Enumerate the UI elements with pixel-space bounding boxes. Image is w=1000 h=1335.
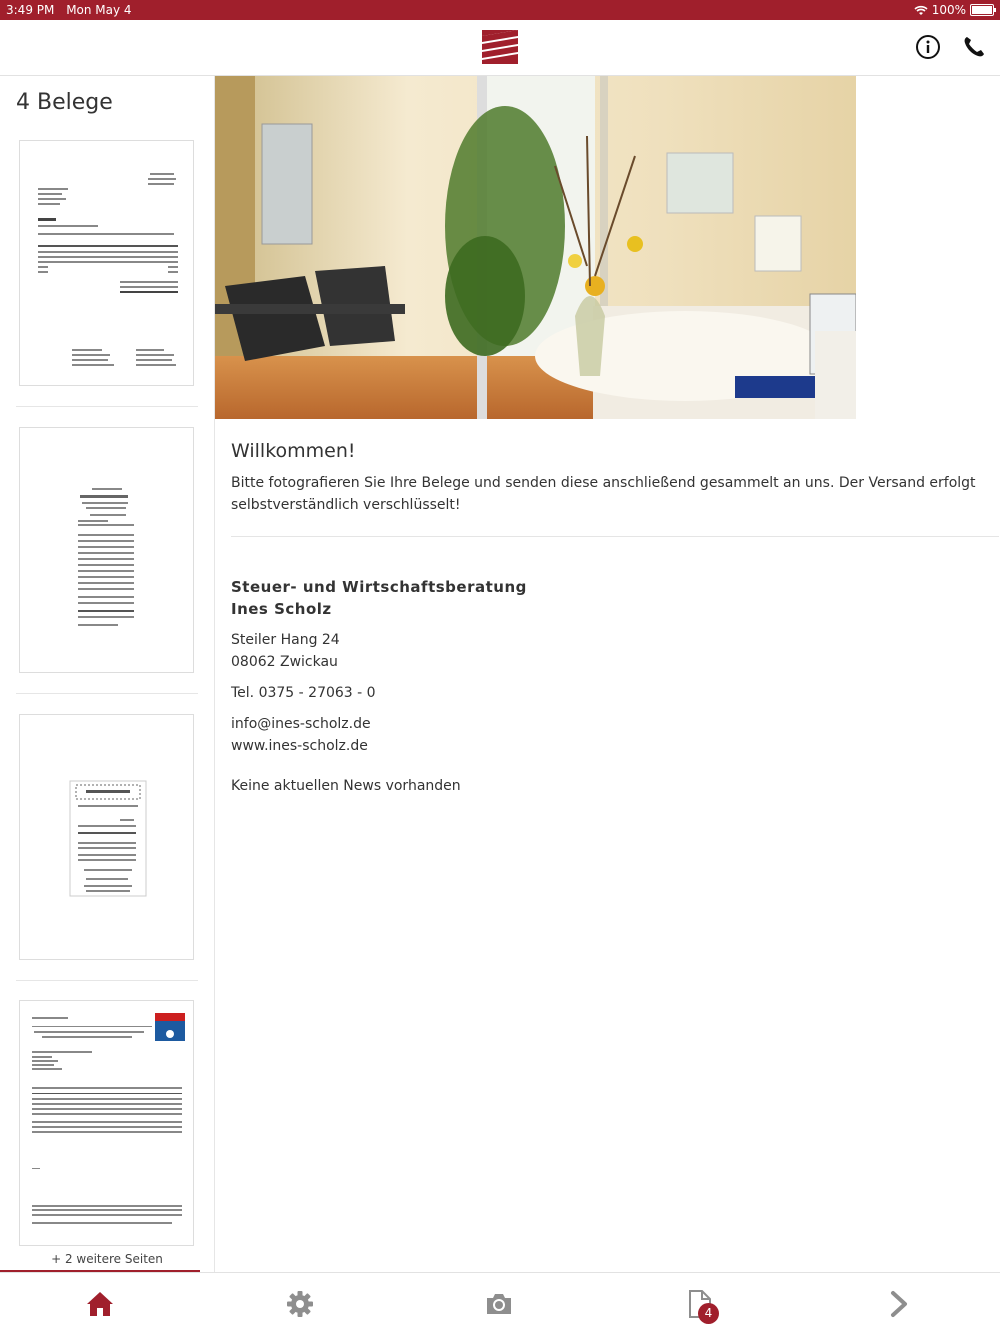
- phone-icon[interactable]: [961, 34, 987, 60]
- battery-percent: 100%: [931, 3, 966, 17]
- firm-name-line-2: Ines Scholz: [231, 600, 332, 618]
- thumbnail-separator: [16, 406, 198, 407]
- address-street: Steiler Hang 24: [231, 632, 340, 648]
- service-invoice-preview: [20, 1001, 194, 1246]
- receipt-thumbnail-1[interactable]: [19, 140, 194, 386]
- address-city: 08062 Zwickau: [231, 654, 338, 670]
- documents-count-badge: 4: [698, 1303, 719, 1324]
- receipts-count-title: 4 Belege: [16, 90, 113, 115]
- navigation-bar: [0, 20, 1000, 76]
- gas-receipt-preview: [20, 715, 194, 960]
- divider: [231, 536, 999, 537]
- receipts-sidebar: [0, 76, 215, 1272]
- restaurant-receipt-preview: [20, 428, 194, 673]
- gear-icon[interactable]: [285, 1289, 315, 1319]
- invoice-preview: [20, 141, 194, 386]
- home-icon[interactable]: [85, 1289, 115, 1319]
- tab-bar: [0, 1272, 1000, 1335]
- receipt-thumbnail-3[interactable]: [19, 714, 194, 960]
- office-photo: [215, 76, 856, 419]
- website-link[interactable]: www.ines-scholz.de: [231, 738, 368, 754]
- wifi-icon: [914, 5, 928, 16]
- phone-number[interactable]: Tel. 0375 - 27063 - 0: [231, 685, 376, 701]
- status-date: Mon May 4: [66, 3, 132, 17]
- brand-logo: [482, 30, 518, 64]
- battery-icon: [970, 4, 994, 16]
- camera-icon[interactable]: [484, 1289, 514, 1319]
- more-pages-label: + 2 weitere Seiten: [51, 1252, 163, 1266]
- intro-text: Bitte fotografieren Sie Ihre Belege und senden diese anschließend gesammelt an uns. Der Versand erfolgt selbstverständlich verschlüsselt!: [231, 475, 976, 513]
- receipt-thumbnail-4[interactable]: [19, 1000, 194, 1246]
- thumbnail-separator: [16, 693, 198, 694]
- status-time: 3:49 PM: [6, 3, 55, 17]
- chevron-right-icon[interactable]: [884, 1289, 914, 1319]
- info-icon[interactable]: [915, 34, 941, 60]
- email-link[interactable]: info@ines-scholz.de: [231, 716, 371, 732]
- thumbnail-separator: [16, 980, 198, 981]
- main-content: [215, 76, 1000, 1272]
- status-bar: [0, 0, 1000, 20]
- firm-name-line-1: Steuer- und Wirtschaftsberatung: [231, 578, 527, 596]
- receipt-thumbnail-2[interactable]: [19, 427, 194, 673]
- welcome-heading: Willkommen!: [231, 440, 356, 462]
- news-status: Keine aktuellen News vorhanden: [231, 778, 461, 794]
